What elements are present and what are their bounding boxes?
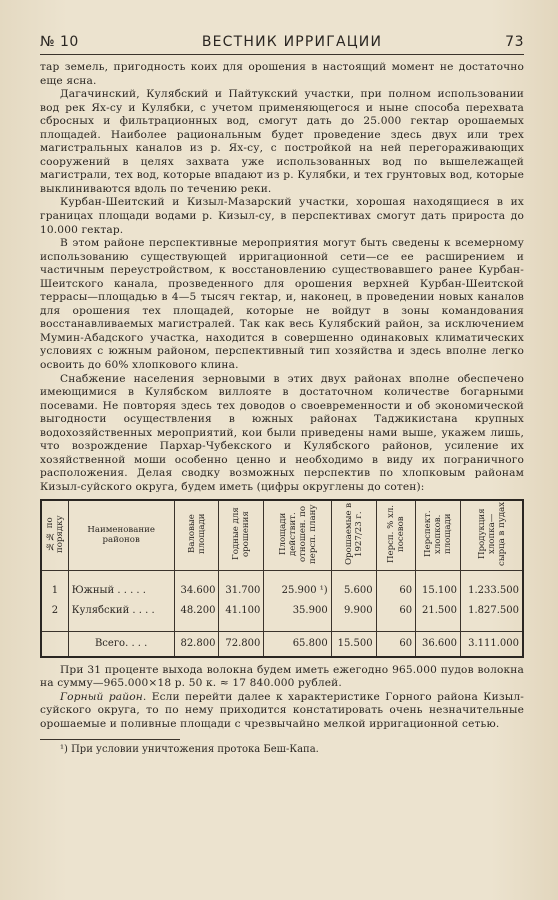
footnote: ¹) При условии уничтожения протока Беш-Капа. bbox=[60, 744, 319, 756]
paragraph-4: В этом районе перспективные мероприятия могут быть сведены к всемерному использованию существующей ирригационной сети—се ее расширением и частичным переустройством, к восстановлению существовавшего ранее Курбан-Шеитского канала, прозведенного для орошения верхней Курбан-Шеитской террасы—площадью в 4—5 тысяч гектар, и, наконец, в проведении новых каналов для орошения тех площадей, которые не войдут в зоны командования восстанавливаемых магистралей. Так как весь Кулябский район, за исключением Мумин-Абадского участка, находится в совершенно одинаковых климатических условиях с южным районом, перспективный тип хозяйства и здесь вполне легко освоить до 60% хлопкового клина. bbox=[40, 237, 524, 372]
section-lead: Горный район. bbox=[60, 690, 147, 703]
issue-number: № 10 bbox=[40, 34, 79, 50]
col-header-output: Продукция хлопка—сырца в пудах bbox=[461, 500, 523, 571]
paragraph-7 bbox=[40, 691, 524, 732]
paragraph-6: При 31 проценте выхода волокна будем иметь ежегодно 965.000 пудов волокна на сумму—965.000×18 р. 50 к. ≈ 17 840.000 рублей. bbox=[40, 663, 524, 690]
cotton-districts-table bbox=[40, 499, 524, 658]
page-number: 73 bbox=[505, 34, 524, 50]
page-header bbox=[40, 34, 524, 55]
table-header-row bbox=[41, 500, 523, 571]
col-header-cotton-area: Перспект. хлопков. площади bbox=[416, 500, 461, 571]
paragraph-2: Дагачинский, Кулябский и Пайтукский участки, при полном использовании вод рек Ях-су и Кулябки, с учетом применяющегося и ныне способа перехвата сбросных и фильтрационных вод, смогут дать до 25.000 гектар орошаемых площадей. Наиболее рациональным будет проведение здесь двух или трех магистральных каналов из р. Ях-су, с постройкой на ней перегораживающих сооружений в целях захвата уже использованных вод по вышележащей магистрали, тех вод, которые впадают из р. Кулябки, и тех грунтовых вод, которые выклиниваются вдоль по течению реки. bbox=[40, 88, 524, 195]
col-header-irrigated: Орошаемые в 1927/23 г. bbox=[331, 500, 376, 571]
col-header-district: Наименование районов bbox=[68, 500, 174, 571]
col-header-suitable: Годные для орошения bbox=[219, 500, 264, 571]
table-row: 1 Южный . . . . . 34.600 31.700 25.900 ¹) 5.600 60 15.100 1.233.500 bbox=[41, 581, 523, 601]
col-header-percent: Персп. % хл. посевов bbox=[376, 500, 416, 571]
paragraph-7-text: Если перейти далее к характеристике Горного района Кизыл-суйского округа, то по нему приходится констатировать очень незначительные орошаемые и поливные площади с чрезвычайно мелкой ирригационной сетью. bbox=[40, 690, 524, 730]
table-row: 2 Кулябский . . . . 48.200 41.100 35.900 9.900 60 21.500 1.827.500 bbox=[41, 601, 523, 621]
col-header-plan: Площади действит. отношен. по персп. плану bbox=[264, 500, 331, 571]
col-header-gross: Валовые площади bbox=[174, 500, 219, 571]
col-header-number: №№ по порядку bbox=[41, 500, 68, 571]
paragraph-5: Снабжение населения зерновыми в этих двух районах вполне обеспечено имеющимися в Кулябском виллояте в достаточном количестве богарными посевами. Не повторяя здесь тех доводов о своевременности и об экономической выгодности осуществления в южных районах Таджикистана крупных водохозяйственных мероприятий, кои были приведены нами выше, укажем лишь, что возрождение Пархар-Чубекского и Кулябского районов, усиление их хозяйственной моши особенно ценно и необходимо в виду их пограничного расположения. Делая сводку возможных перспектив по хлопковым районам Кизыл-суйского округа, будем иметь (цифры округлены до сотен): bbox=[40, 372, 524, 493]
journal-title: ВЕСТНИК ИРРИГАЦИИ bbox=[201, 34, 383, 50]
footnote-divider bbox=[40, 739, 180, 740]
paragraph-3: Курбан-Шеитский и Кизыл-Мазарский участки, хорошая находящиеся в их границах площади водами р. Кизыл-су, в перспективах смогут дать прироста до 10.000 гектар. bbox=[40, 196, 524, 236]
paragraph-1: тар земель, пригодность коих для орошения в настоящий момент не достаточно еще ясна. bbox=[40, 61, 524, 87]
table-total-row: Всего. . . . 82.800 72.800 65.800 15.500 60 36.600 3.111.000 bbox=[41, 631, 523, 657]
